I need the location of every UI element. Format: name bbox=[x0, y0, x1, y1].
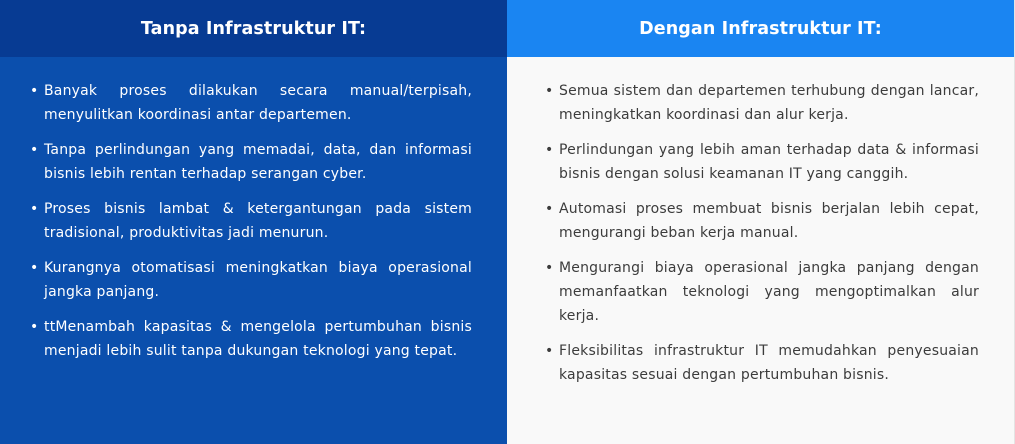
without-it-heading: Tanpa Infrastruktur IT: bbox=[0, 0, 507, 57]
without-it-list bbox=[0, 57, 507, 363]
without-it-item: • Kurangnya otomatisasi meningkatkan biaya operasional jangka panjang. bbox=[30, 256, 472, 304]
without-it-item: • Tanpa perlindungan yang memadai, data, dan informasi bisnis lebih rentan terhadap serangan cyber. bbox=[30, 138, 472, 186]
without-it-column bbox=[0, 0, 507, 444]
with-it-item: • Perlindungan yang lebih aman terhadap data & informasi bisnis dengan solusi keamanan IT yang canggih. bbox=[545, 138, 979, 186]
with-it-column bbox=[507, 0, 1015, 444]
with-it-item: • Mengurangi biaya operasional jangka panjang dengan memanfaatkan teknologi yang mengoptimalkan alur kerja. bbox=[545, 256, 979, 328]
without-it-item: • Proses bisnis lambat & ketergantungan pada sistem tradisional, produktivitas jadi menurun. bbox=[30, 197, 472, 245]
with-it-heading: Dengan Infrastruktur IT: bbox=[507, 0, 1014, 57]
without-it-item: • ttMenambah kapasitas & mengelola pertumbuhan bisnis menjadi lebih sulit tanpa dukungan teknologi yang tepat. bbox=[30, 315, 472, 363]
with-it-item: • Semua sistem dan departemen terhubung dengan lancar, meningkatkan koordinasi dan alur kerja. bbox=[545, 79, 979, 127]
with-it-item: • Automasi proses membuat bisnis berjalan lebih cepat, mengurangi beban kerja manual. bbox=[545, 197, 979, 245]
with-it-list bbox=[507, 57, 1014, 387]
without-it-item: • Banyak proses dilakukan secara manual/terpisah, menyulitkan koordinasi antar departemen. bbox=[30, 79, 472, 127]
with-it-item: • Fleksibilitas infrastruktur IT memudahkan penyesuaian kapasitas sesuai dengan pertumbuhan bisnis. bbox=[545, 339, 979, 387]
